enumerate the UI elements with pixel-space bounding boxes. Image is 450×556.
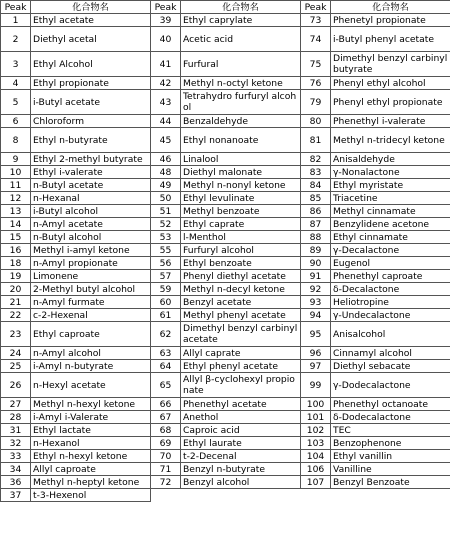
compound-name: Ethyl levulinate [181, 192, 301, 205]
compound-name: Benzylidene acetone [331, 218, 450, 231]
peak-number: 24 [1, 347, 31, 360]
compound-name: Phenethyl acetate [181, 398, 301, 411]
peak-number: 68 [151, 424, 181, 437]
peak-number: 69 [151, 437, 181, 450]
peak-number: 11 [1, 179, 31, 192]
peak-number: 45 [151, 128, 181, 153]
peak-number: 3 [1, 52, 31, 77]
peak-number: 34 [1, 463, 31, 476]
compound-name: Benzyl alcohol [181, 476, 301, 489]
peak-number: 40 [151, 27, 181, 52]
peak-number: 86 [301, 205, 331, 218]
peak-number: 16 [1, 244, 31, 257]
compound-name: δ-Decalactone [331, 283, 450, 296]
peak-number: 53 [151, 231, 181, 244]
peak-number: 33 [1, 450, 31, 463]
compound-name: Phenyl diethyl acetate [181, 270, 301, 283]
peak-number: 61 [151, 309, 181, 322]
compound-name: Heliotropine [331, 296, 450, 309]
peak-number: 48 [151, 166, 181, 179]
peak-number: 39 [151, 14, 181, 27]
peak-number: 50 [151, 192, 181, 205]
table-row [1, 270, 450, 283]
peak-number: 89 [301, 244, 331, 257]
peak-number: 46 [151, 153, 181, 166]
compound-name: 2-Methyl butyl alcohol [31, 283, 151, 296]
compound-name: Phenethyl octanoate [331, 398, 450, 411]
table-row [1, 360, 450, 373]
peak-number: 4 [1, 77, 31, 90]
table-row [1, 309, 450, 322]
table-row [1, 77, 450, 90]
compound-name: Furfural [181, 52, 301, 77]
compound-name: Phenethyl i-valerate [331, 115, 450, 128]
peak-number: 42 [151, 77, 181, 90]
compound-name: Ethyl propionate [31, 77, 151, 90]
compound-name: Phenethyl caproate [331, 270, 450, 283]
peak-number: 51 [151, 205, 181, 218]
header-peak: Peak [301, 1, 331, 14]
compound-name: Ethyl Alcohol [31, 52, 151, 77]
compound-name: Anisaldehyde [331, 153, 450, 166]
peak-number: 70 [151, 450, 181, 463]
compound-name: l-Menthol [181, 231, 301, 244]
peak-number: 66 [151, 398, 181, 411]
peak-number: 94 [301, 309, 331, 322]
compound-name: δ-Dodecalactone [331, 411, 450, 424]
compound-name: Ethyl vanillin [331, 450, 450, 463]
compound-name: i-Butyl alcohol [31, 205, 151, 218]
peak-number: 101 [301, 411, 331, 424]
compound-name: i-Amyl n-butyrate [31, 360, 151, 373]
compound-name: n-Hexanal [31, 192, 151, 205]
peak-number: 8 [1, 128, 31, 153]
peak-number: 10 [1, 166, 31, 179]
peak-number: 41 [151, 52, 181, 77]
peak-number: 22 [1, 309, 31, 322]
peak-number: 64 [151, 360, 181, 373]
peak-number: 6 [1, 115, 31, 128]
compound-name: γ-Decalactone [331, 244, 450, 257]
peak-number: 76 [301, 77, 331, 90]
compound-name: n-Amyl alcohol [31, 347, 151, 360]
peak-number: 71 [151, 463, 181, 476]
table-row [1, 218, 450, 231]
peak-number: 14 [1, 218, 31, 231]
compound-name: Benzaldehyde [181, 115, 301, 128]
compound-name: γ-Nonalactone [331, 166, 450, 179]
compound-name: t-3-Hexenol [31, 489, 151, 502]
compound-name: n-Hexyl acetate [31, 373, 151, 398]
compound-name: i-Amyl i-Valerate [31, 411, 151, 424]
table-row [1, 128, 450, 153]
compound-name: Eugenol [331, 257, 450, 270]
table-header-row [1, 1, 450, 14]
table-row [1, 27, 450, 52]
table-row [1, 179, 450, 192]
peak-number: 63 [151, 347, 181, 360]
compound-name: Ethyl phenyl acetate [181, 360, 301, 373]
compound-name: Methyl benzoate [181, 205, 301, 218]
compound-name: n-Hexanol [31, 437, 151, 450]
peak-number: 88 [301, 231, 331, 244]
peak-number: 73 [301, 14, 331, 27]
compound-name: Ethyl lactate [31, 424, 151, 437]
peak-number: 67 [151, 411, 181, 424]
compound-name: γ-Dodecalactone [331, 373, 450, 398]
compound-name: Anethol [181, 411, 301, 424]
peak-number: 74 [301, 27, 331, 52]
compound-name: Ethyl n-butyrate [31, 128, 151, 153]
peak-number: 80 [301, 115, 331, 128]
peak-number: 99 [301, 373, 331, 398]
compound-name: Cinnamyl alcohol [331, 347, 450, 360]
compound-name: Allyl β-cyclohexyl propionate [181, 373, 301, 398]
peak-number: 57 [151, 270, 181, 283]
compound-name: Ethyl i-valerate [31, 166, 151, 179]
table-row [1, 322, 450, 347]
peak-number: 87 [301, 218, 331, 231]
peak-number: 23 [1, 322, 31, 347]
table-row [1, 244, 450, 257]
table-row [1, 231, 450, 244]
empty-cell [151, 489, 301, 502]
peak-number: 19 [1, 270, 31, 283]
peak-number: 72 [151, 476, 181, 489]
compound-name: n-Butyl acetate [31, 179, 151, 192]
peak-number: 96 [301, 347, 331, 360]
compound-name: Furfuryl alcohol [181, 244, 301, 257]
compound-name: Methyl n-nonyl ketone [181, 179, 301, 192]
compound-name: t-2-Decenal [181, 450, 301, 463]
table-row [1, 437, 450, 450]
peak-number: 62 [151, 322, 181, 347]
peak-number: 102 [301, 424, 331, 437]
compound-name: Diethyl acetal [31, 27, 151, 52]
peak-number: 13 [1, 205, 31, 218]
peak-number: 106 [301, 463, 331, 476]
compound-name: Benzophenone [331, 437, 450, 450]
compound-name: Ethyl caprylate [181, 14, 301, 27]
compound-name: Benzyl Benzoate [331, 476, 450, 489]
compound-name: Ethyl acetate [31, 14, 151, 27]
peak-number: 12 [1, 192, 31, 205]
compound-name: Ethyl myristate [331, 179, 450, 192]
compound-name: γ-Undecalactone [331, 309, 450, 322]
peak-number: 59 [151, 283, 181, 296]
peak-number: 79 [301, 90, 331, 115]
table-row [1, 347, 450, 360]
peak-number: 32 [1, 437, 31, 450]
compound-name: Diethyl sebacate [331, 360, 450, 373]
compound-name: Methyl n-tridecyl ketone [331, 128, 450, 153]
peak-number: 25 [1, 360, 31, 373]
table-row [1, 450, 450, 463]
peak-number: 1 [1, 14, 31, 27]
peak-number: 81 [301, 128, 331, 153]
peak-number: 21 [1, 296, 31, 309]
table-row [1, 166, 450, 179]
peak-number: 27 [1, 398, 31, 411]
compound-name: Methyl n-heptyl ketone [31, 476, 151, 489]
empty-cell [301, 489, 450, 502]
peak-number: 9 [1, 153, 31, 166]
peak-number: 5 [1, 90, 31, 115]
table-row [1, 398, 450, 411]
compound-name: Caproic acid [181, 424, 301, 437]
table-row [1, 373, 450, 398]
peak-number: 20 [1, 283, 31, 296]
peak-number: 104 [301, 450, 331, 463]
peak-number: 90 [301, 257, 331, 270]
compound-name: Ethyl cinnamate [331, 231, 450, 244]
header-compound-name: 化合物名 [181, 1, 301, 14]
compound-name: Methyl cinnamate [331, 205, 450, 218]
peak-number: 55 [151, 244, 181, 257]
compound-name: TEC [331, 424, 450, 437]
peak-number: 56 [151, 257, 181, 270]
peak-number: 60 [151, 296, 181, 309]
peak-number: 91 [301, 270, 331, 283]
compound-name: Ethyl caproate [31, 322, 151, 347]
peak-number: 92 [301, 283, 331, 296]
table-row [1, 476, 450, 489]
table-row [1, 283, 450, 296]
peak-number: 75 [301, 52, 331, 77]
peak-number: 84 [301, 179, 331, 192]
table-row [1, 90, 450, 115]
header-compound-name: 化合物名 [31, 1, 151, 14]
peak-number: 85 [301, 192, 331, 205]
compound-name: Vanilline [331, 463, 450, 476]
peak-number: 83 [301, 166, 331, 179]
compound-name: Methyl phenyl acetate [181, 309, 301, 322]
peak-number: 15 [1, 231, 31, 244]
peak-number: 37 [1, 489, 31, 502]
compound-name: Limonene [31, 270, 151, 283]
peak-number: 26 [1, 373, 31, 398]
peak-number: 18 [1, 257, 31, 270]
peak-number: 36 [1, 476, 31, 489]
compound-name: Ethyl nonanoate [181, 128, 301, 153]
compound-name: Ethyl caprate [181, 218, 301, 231]
table-row [1, 424, 450, 437]
compound-name: Allyl caproate [31, 463, 151, 476]
peak-number: 95 [301, 322, 331, 347]
compound-name: Benzyl n-butyrate [181, 463, 301, 476]
peak-number: 107 [301, 476, 331, 489]
compound-name: Phenyl ethyl propionate [331, 90, 450, 115]
table-row [1, 489, 450, 502]
header-compound-name: 化合物名 [331, 1, 450, 14]
compound-name: Phenyl ethyl alcohol [331, 77, 450, 90]
peak-number: 103 [301, 437, 331, 450]
peak-number: 100 [301, 398, 331, 411]
compound-name: n-Amyl acetate [31, 218, 151, 231]
peak-number: 44 [151, 115, 181, 128]
compound-name: Benzyl acetate [181, 296, 301, 309]
compound-name: Diethyl malonate [181, 166, 301, 179]
compound-name: i-Butyl phenyl acetate [331, 27, 450, 52]
compound-name: Methyl n-hexyl ketone [31, 398, 151, 411]
compound-name: Dimethyl benzyl carbinyl acetate [181, 322, 301, 347]
peak-number: 2 [1, 27, 31, 52]
compound-name: Phenetyl propionate [331, 14, 450, 27]
compound-name: Ethyl n-hexyl ketone [31, 450, 151, 463]
peak-number: 49 [151, 179, 181, 192]
table-row [1, 153, 450, 166]
compound-name: Ethyl benzoate [181, 257, 301, 270]
compound-name: Methyl n-decyl ketone [181, 283, 301, 296]
compound-name: Ethyl laurate [181, 437, 301, 450]
peak-number: 93 [301, 296, 331, 309]
compound-name: n-Butyl alcohol [31, 231, 151, 244]
peak-number: 43 [151, 90, 181, 115]
table-row [1, 52, 450, 77]
compound-name: n-Amyl furmate [31, 296, 151, 309]
compound-name: Allyl caprate [181, 347, 301, 360]
table-row [1, 115, 450, 128]
peak-number: 52 [151, 218, 181, 231]
compound-name: Ethyl 2-methyl butyrate [31, 153, 151, 166]
compound-name: Methyl i-amyl ketone [31, 244, 151, 257]
table-row [1, 14, 450, 27]
peak-number: 97 [301, 360, 331, 373]
compound-name: Tetrahydro furfuryl alcohol [181, 90, 301, 115]
peak-number: 31 [1, 424, 31, 437]
compound-name: Linalool [181, 153, 301, 166]
compound-name: c-2-Hexenal [31, 309, 151, 322]
peak-number: 65 [151, 373, 181, 398]
table-row [1, 205, 450, 218]
compound-name: Chloroform [31, 115, 151, 128]
peak-number: 82 [301, 153, 331, 166]
header-peak: Peak [1, 1, 31, 14]
table-row [1, 296, 450, 309]
compound-name: Acetic acid [181, 27, 301, 52]
table-row [1, 411, 450, 424]
table-row [1, 257, 450, 270]
table-row [1, 192, 450, 205]
table-row [1, 463, 450, 476]
peak-number: 28 [1, 411, 31, 424]
compound-name: Dimethyl benzyl carbinylbutyrate [331, 52, 450, 77]
compound-name: i-Butyl acetate [31, 90, 151, 115]
compound-name: n-Amyl propionate [31, 257, 151, 270]
compound-name: Anisalcohol [331, 322, 450, 347]
compound-name: Methyl n-octyl ketone [181, 77, 301, 90]
header-peak: Peak [151, 1, 181, 14]
compound-name: Triacetine [331, 192, 450, 205]
